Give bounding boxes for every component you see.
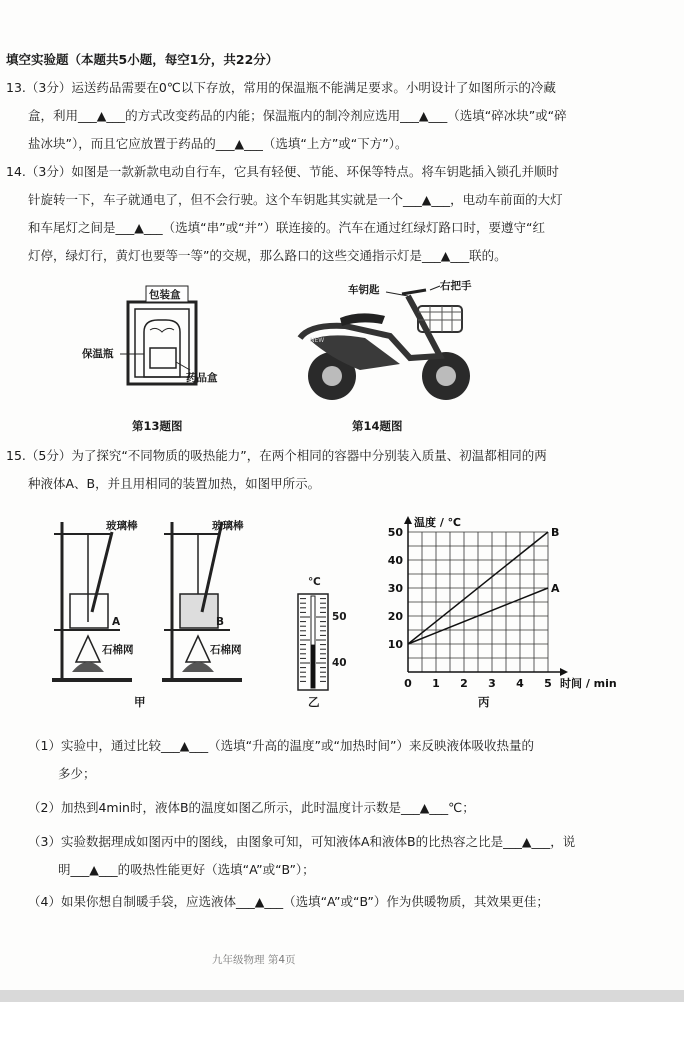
q13-line2: 盒，利用___▲___的方式改变药品的内能；保温瓶内的制冷剂应选用___▲___（选填“碎冰块”或“碎 bbox=[28, 108, 567, 123]
x-axis-label: 时间 / min bbox=[560, 677, 617, 690]
fig-jia-caption: 甲 bbox=[134, 695, 146, 709]
y-tick-label: 20 bbox=[387, 610, 403, 623]
fig13-box-label: 包装盒 bbox=[149, 289, 181, 301]
y-tick-label: 40 bbox=[387, 554, 403, 567]
y-tick-label: 50 bbox=[387, 526, 403, 539]
y-axis-label: 温度 / ℃ bbox=[414, 516, 461, 529]
jia-gauze-left-label: 石棉网 bbox=[102, 644, 134, 656]
q13-line3: 盐冰块”），而且它应放置于药品的___▲___（选填“上方”或“下方”）。 bbox=[28, 136, 408, 151]
thermo-unit: ℃ bbox=[308, 576, 321, 588]
figure-yi-thermometer bbox=[290, 572, 360, 692]
x-tick-label: 0 bbox=[404, 677, 412, 690]
q14-line3: 和车尾灯之间是___▲___（选填“串”或“并”）联连接的。汽车在通过红绿灯路口时，要遵守“红 bbox=[28, 220, 545, 235]
fig13-flask-label: 保温瓶 bbox=[82, 348, 114, 360]
q15-sub2: （2）加热到4min时，液体B的温度如图乙所示，此时温度计示数是___▲___℃； bbox=[28, 800, 475, 815]
fig14-handle-label: 右把手 bbox=[440, 280, 472, 292]
x-tick-label: 5 bbox=[544, 677, 552, 690]
x-axis-arrow bbox=[560, 668, 568, 676]
series-label-A: A bbox=[551, 582, 560, 595]
jia-liquid-a-label: A bbox=[112, 616, 121, 628]
fig14-caption: 第14题图 bbox=[352, 419, 403, 433]
jia-gauze-right-label: 石棉网 bbox=[210, 644, 242, 656]
svg-text:NEW: NEW bbox=[310, 337, 325, 344]
figure-14-ebike bbox=[290, 278, 500, 408]
q15-sub3-line2: 明___▲___的吸热性能更好（选填“A”或“B”）； bbox=[58, 862, 315, 877]
q14-line1: 14.（3分）如图是一款新款电动自行车，它具有轻便、节能、环保等特点。将车钥匙插入锁孔并顺时 bbox=[6, 164, 559, 179]
fig13-caption: 第13题图 bbox=[132, 419, 183, 433]
x-tick-label: 2 bbox=[460, 677, 468, 690]
y-axis-arrow bbox=[404, 516, 412, 524]
q15-sub4: （4）如果你想自制暖手袋，应选液体___▲___（选填“A”或“B”）作为供暖物质，其效果更佳； bbox=[28, 894, 549, 909]
fig-yi-caption: 乙 bbox=[308, 695, 320, 709]
jia-rod-label-right: 玻璃棒 bbox=[212, 520, 244, 532]
x-tick-label: 1 bbox=[432, 677, 440, 690]
q15-sub3-line1: （3）实验数据理成如图丙中的图线，由图象可知，可知液体A和液体B的比热容之比是___▲___，说 bbox=[28, 834, 576, 849]
fig13-medicine-label: 药品盒 bbox=[186, 372, 218, 384]
jia-rod-label-left: 玻璃棒 bbox=[106, 520, 138, 532]
figure-jia-apparatus bbox=[40, 512, 270, 712]
q14-line4: 灯停，绿灯行，黄灯也要等一等”的交规，那么路口的这些交通指示灯是___▲___联的。 bbox=[28, 248, 507, 263]
fig-bing-caption: 丙 bbox=[478, 695, 490, 709]
thermo-tick-50: 50 bbox=[332, 611, 347, 623]
scroll-area-strip bbox=[0, 990, 684, 1002]
thermometer-liquid-column bbox=[311, 645, 315, 688]
q13-line1: 13.（3分）运送药品需要在0℃以下存放，常用的保温瓶不能满足要求。小明设计了如图所示的冷藏 bbox=[6, 80, 556, 95]
series-label-B: B bbox=[551, 526, 560, 539]
q15-sub1-line1: （1）实验中，通过比较___▲___（选填“升高的温度”或“加热时间”）来反映液体吸收热量的 bbox=[28, 738, 534, 753]
q15-line1: 15.（5分）为了探究“不同物质的吸热能力”，在两个相同的容器中分别装入质量、初温都相同的两 bbox=[6, 448, 547, 463]
q15-sub1-line2: 多少； bbox=[58, 766, 96, 781]
thermo-tick-40: 40 bbox=[332, 657, 347, 669]
jia-liquid-b-label: B bbox=[216, 616, 225, 628]
q15-line2: 种液体A、B，并且用相同的装置加热，如图甲所示。 bbox=[28, 476, 321, 491]
q14-line2: 针旋转一下，车子就通电了，但不会行驶。这个车钥匙其实就是一个___▲___，电动车前面的大灯 bbox=[28, 192, 563, 207]
y-tick-label: 30 bbox=[387, 582, 403, 595]
y-tick-label: 10 bbox=[387, 638, 403, 651]
page-footer: 九年级物理 第4页 bbox=[212, 954, 296, 966]
section-title: 填空实验题（本题共5小题，每空1分，共22分） bbox=[6, 52, 279, 67]
figure-bing-chart bbox=[380, 504, 670, 694]
x-tick-label: 4 bbox=[516, 677, 524, 690]
figure-13-cooler-box bbox=[80, 282, 218, 397]
x-tick-label: 3 bbox=[488, 677, 496, 690]
fig14-key-label: 车钥匙 bbox=[348, 284, 380, 296]
